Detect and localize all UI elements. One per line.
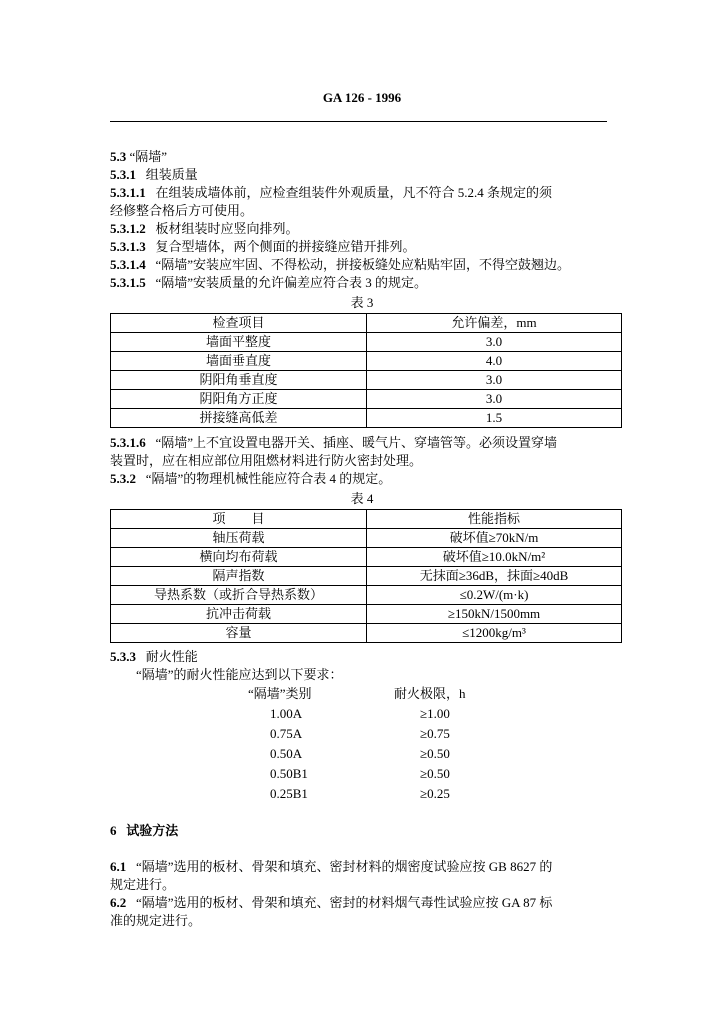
table-cell: 导热系数（或折合导热系数） bbox=[111, 586, 367, 605]
clause-number: 6.2 bbox=[110, 895, 127, 910]
section-title: 试验方法 bbox=[126, 823, 179, 838]
table-cell: 容量 bbox=[111, 624, 367, 643]
table-4 bbox=[110, 509, 622, 643]
clause-number: 5.3.2 bbox=[110, 471, 136, 486]
table-header-row bbox=[111, 510, 622, 529]
fire-intro: “隔墙”的耐火性能应达到以下要求： bbox=[136, 667, 343, 682]
clause-text: 板材组装时应竖向排列。 bbox=[155, 221, 299, 236]
table-header-cell: 允许偏差，mm bbox=[367, 314, 622, 333]
document-number-header: GA 126 - 1996 bbox=[322, 90, 402, 105]
fire-class: 0.50B1 bbox=[270, 766, 308, 781]
table-cell: 无抹面≥36dB，抹面≥40dB bbox=[367, 567, 622, 586]
table-cell: 墙面垂直度 bbox=[111, 352, 367, 371]
clause-5-3 bbox=[110, 148, 167, 165]
clause-5-3-1-5 bbox=[110, 274, 427, 291]
clause-number: 5.3.1.4 bbox=[110, 257, 146, 272]
clause-text: “隔墙”安装质量的允许偏差应符合表 3 的规定。 bbox=[155, 275, 428, 290]
clause-text: 在组装成墙体前，应检查组装件外观质量，凡不符合 5.2.4 条规定的须 bbox=[155, 185, 553, 200]
clause-number: 5.3 bbox=[110, 149, 127, 164]
clause-text: 装置时，应在相应部位用阻燃材料进行防火密封处理。 bbox=[110, 453, 423, 468]
fire-class: 1.00A bbox=[270, 706, 303, 721]
clause-number: 5.3.1.5 bbox=[110, 275, 146, 290]
table-cell: 抗冲击荷载 bbox=[111, 605, 367, 624]
clause-5-3-1-4 bbox=[110, 256, 570, 273]
table-row bbox=[111, 529, 622, 548]
table-header-cell: 项 目 bbox=[111, 510, 367, 529]
table-row bbox=[111, 624, 622, 643]
clause-number: 5.3.1.6 bbox=[110, 435, 146, 450]
table-row bbox=[111, 409, 622, 428]
fire-class: 0.75A bbox=[270, 726, 303, 741]
table-cell: 隔声指数 bbox=[111, 567, 367, 586]
clause-number: 5.3.3 bbox=[110, 649, 136, 664]
clause-number: 5.3.1.3 bbox=[110, 239, 146, 254]
clause-6-1 bbox=[110, 858, 552, 875]
clause-text: “隔墙”上不宜设置电器开关、插座、暖气片、穿墙管等。必须设置穿墙 bbox=[155, 435, 558, 450]
clause-number: 5.3.1.1 bbox=[110, 185, 146, 200]
clause-5-3-1-2 bbox=[110, 220, 299, 237]
clause-5-3-3 bbox=[110, 648, 198, 665]
section-number: 6 bbox=[110, 823, 117, 838]
section-6-heading bbox=[110, 822, 178, 839]
clause-text: “隔墙”选用的板材、骨架和填充、密封的材料烟气毒性试验应按 GA 87 标 bbox=[136, 895, 553, 910]
table-cell: 4.0 bbox=[367, 352, 622, 371]
table-cell: 3.0 bbox=[367, 390, 622, 409]
table-header-cell: 检查项目 bbox=[111, 314, 367, 333]
table-cell: 破坏值≥70kN/m bbox=[367, 529, 622, 548]
fire-col-header-limit: 耐火极限，h bbox=[394, 686, 466, 701]
clause-text: 组装质量 bbox=[145, 167, 198, 182]
table-cell: 破坏值≥10.0kN/m² bbox=[367, 548, 622, 567]
clause-text: 耐火性能 bbox=[145, 649, 198, 664]
table-cell: 3.0 bbox=[367, 333, 622, 352]
table-cell: ≥150kN/1500mm bbox=[367, 605, 622, 624]
table-row bbox=[111, 567, 622, 586]
table-row bbox=[111, 352, 622, 371]
clause-5-3-1-1 bbox=[110, 184, 552, 201]
table-cell: 拼接缝高低差 bbox=[111, 409, 367, 428]
table-row bbox=[111, 371, 622, 390]
table-row bbox=[111, 586, 622, 605]
clause-5-3-2 bbox=[110, 470, 391, 487]
clause-text: “隔墙”安装应牢固、不得松动，拼接板缝处应粘贴牢固，不得空鼓翘边。 bbox=[155, 257, 571, 272]
clause-5-3-1-3 bbox=[110, 238, 416, 255]
table-cell: ≤1200kg/m³ bbox=[367, 624, 622, 643]
table-row bbox=[111, 548, 622, 567]
table-header-row bbox=[111, 314, 622, 333]
clause-5-3-1-1-cont bbox=[110, 202, 253, 219]
fire-class: 0.50A bbox=[270, 746, 303, 761]
fire-limit: ≥1.00 bbox=[420, 706, 450, 721]
clause-number: 5.3.1 bbox=[110, 167, 136, 182]
table-row bbox=[111, 605, 622, 624]
clause-number: 6.1 bbox=[110, 859, 127, 874]
fire-limit: ≥0.25 bbox=[420, 786, 450, 801]
table-cell: 轴压荷载 bbox=[111, 529, 367, 548]
table-cell: ≤0.2W/(m·k) bbox=[367, 586, 622, 605]
clause-5-3-1-6-cont bbox=[110, 452, 422, 469]
table-cell: 3.0 bbox=[367, 371, 622, 390]
table-cell: 1.5 bbox=[367, 409, 622, 428]
table-4-caption: 表 4 bbox=[350, 491, 374, 506]
clause-text: “隔墙”的物理机械性能应符合表 4 的规定。 bbox=[145, 471, 392, 486]
fire-limit: ≥0.50 bbox=[420, 766, 450, 781]
table-row bbox=[111, 390, 622, 409]
table-3-caption: 表 3 bbox=[350, 295, 374, 310]
clause-5-3-1 bbox=[110, 166, 198, 183]
header-rule bbox=[110, 121, 607, 122]
table-cell: 横向均布荷载 bbox=[111, 548, 367, 567]
table-3 bbox=[110, 313, 622, 428]
clause-text: “隔墙” bbox=[129, 149, 168, 164]
clause-text: 经修整合格后方可使用。 bbox=[110, 203, 254, 218]
clause-text: 复合型墙体，两个侧面的拼接缝应错开排列。 bbox=[155, 239, 416, 254]
clause-6-2-cont: 准的规定进行。 bbox=[110, 913, 202, 928]
table-header-cell: 性能指标 bbox=[367, 510, 622, 529]
table-cell: 阴阳角方正度 bbox=[111, 390, 367, 409]
table-cell: 墙面平整度 bbox=[111, 333, 367, 352]
fire-class: 0.25B1 bbox=[270, 786, 308, 801]
clause-6-2 bbox=[110, 894, 552, 911]
clause-5-3-1-6 bbox=[110, 434, 557, 451]
table-cell: 阴阳角垂直度 bbox=[111, 371, 367, 390]
fire-limit: ≥0.50 bbox=[420, 746, 450, 761]
clause-number: 5.3.1.2 bbox=[110, 221, 146, 236]
clause-text: “隔墙”选用的板材、骨架和填充、密封材料的烟密度试验应按 GB 8627 的 bbox=[136, 859, 553, 874]
fire-col-header-class: “隔墙”类别 bbox=[248, 686, 312, 701]
clause-6-1-cont: 规定进行。 bbox=[110, 877, 176, 892]
fire-limit: ≥0.75 bbox=[420, 726, 450, 741]
table-row bbox=[111, 333, 622, 352]
